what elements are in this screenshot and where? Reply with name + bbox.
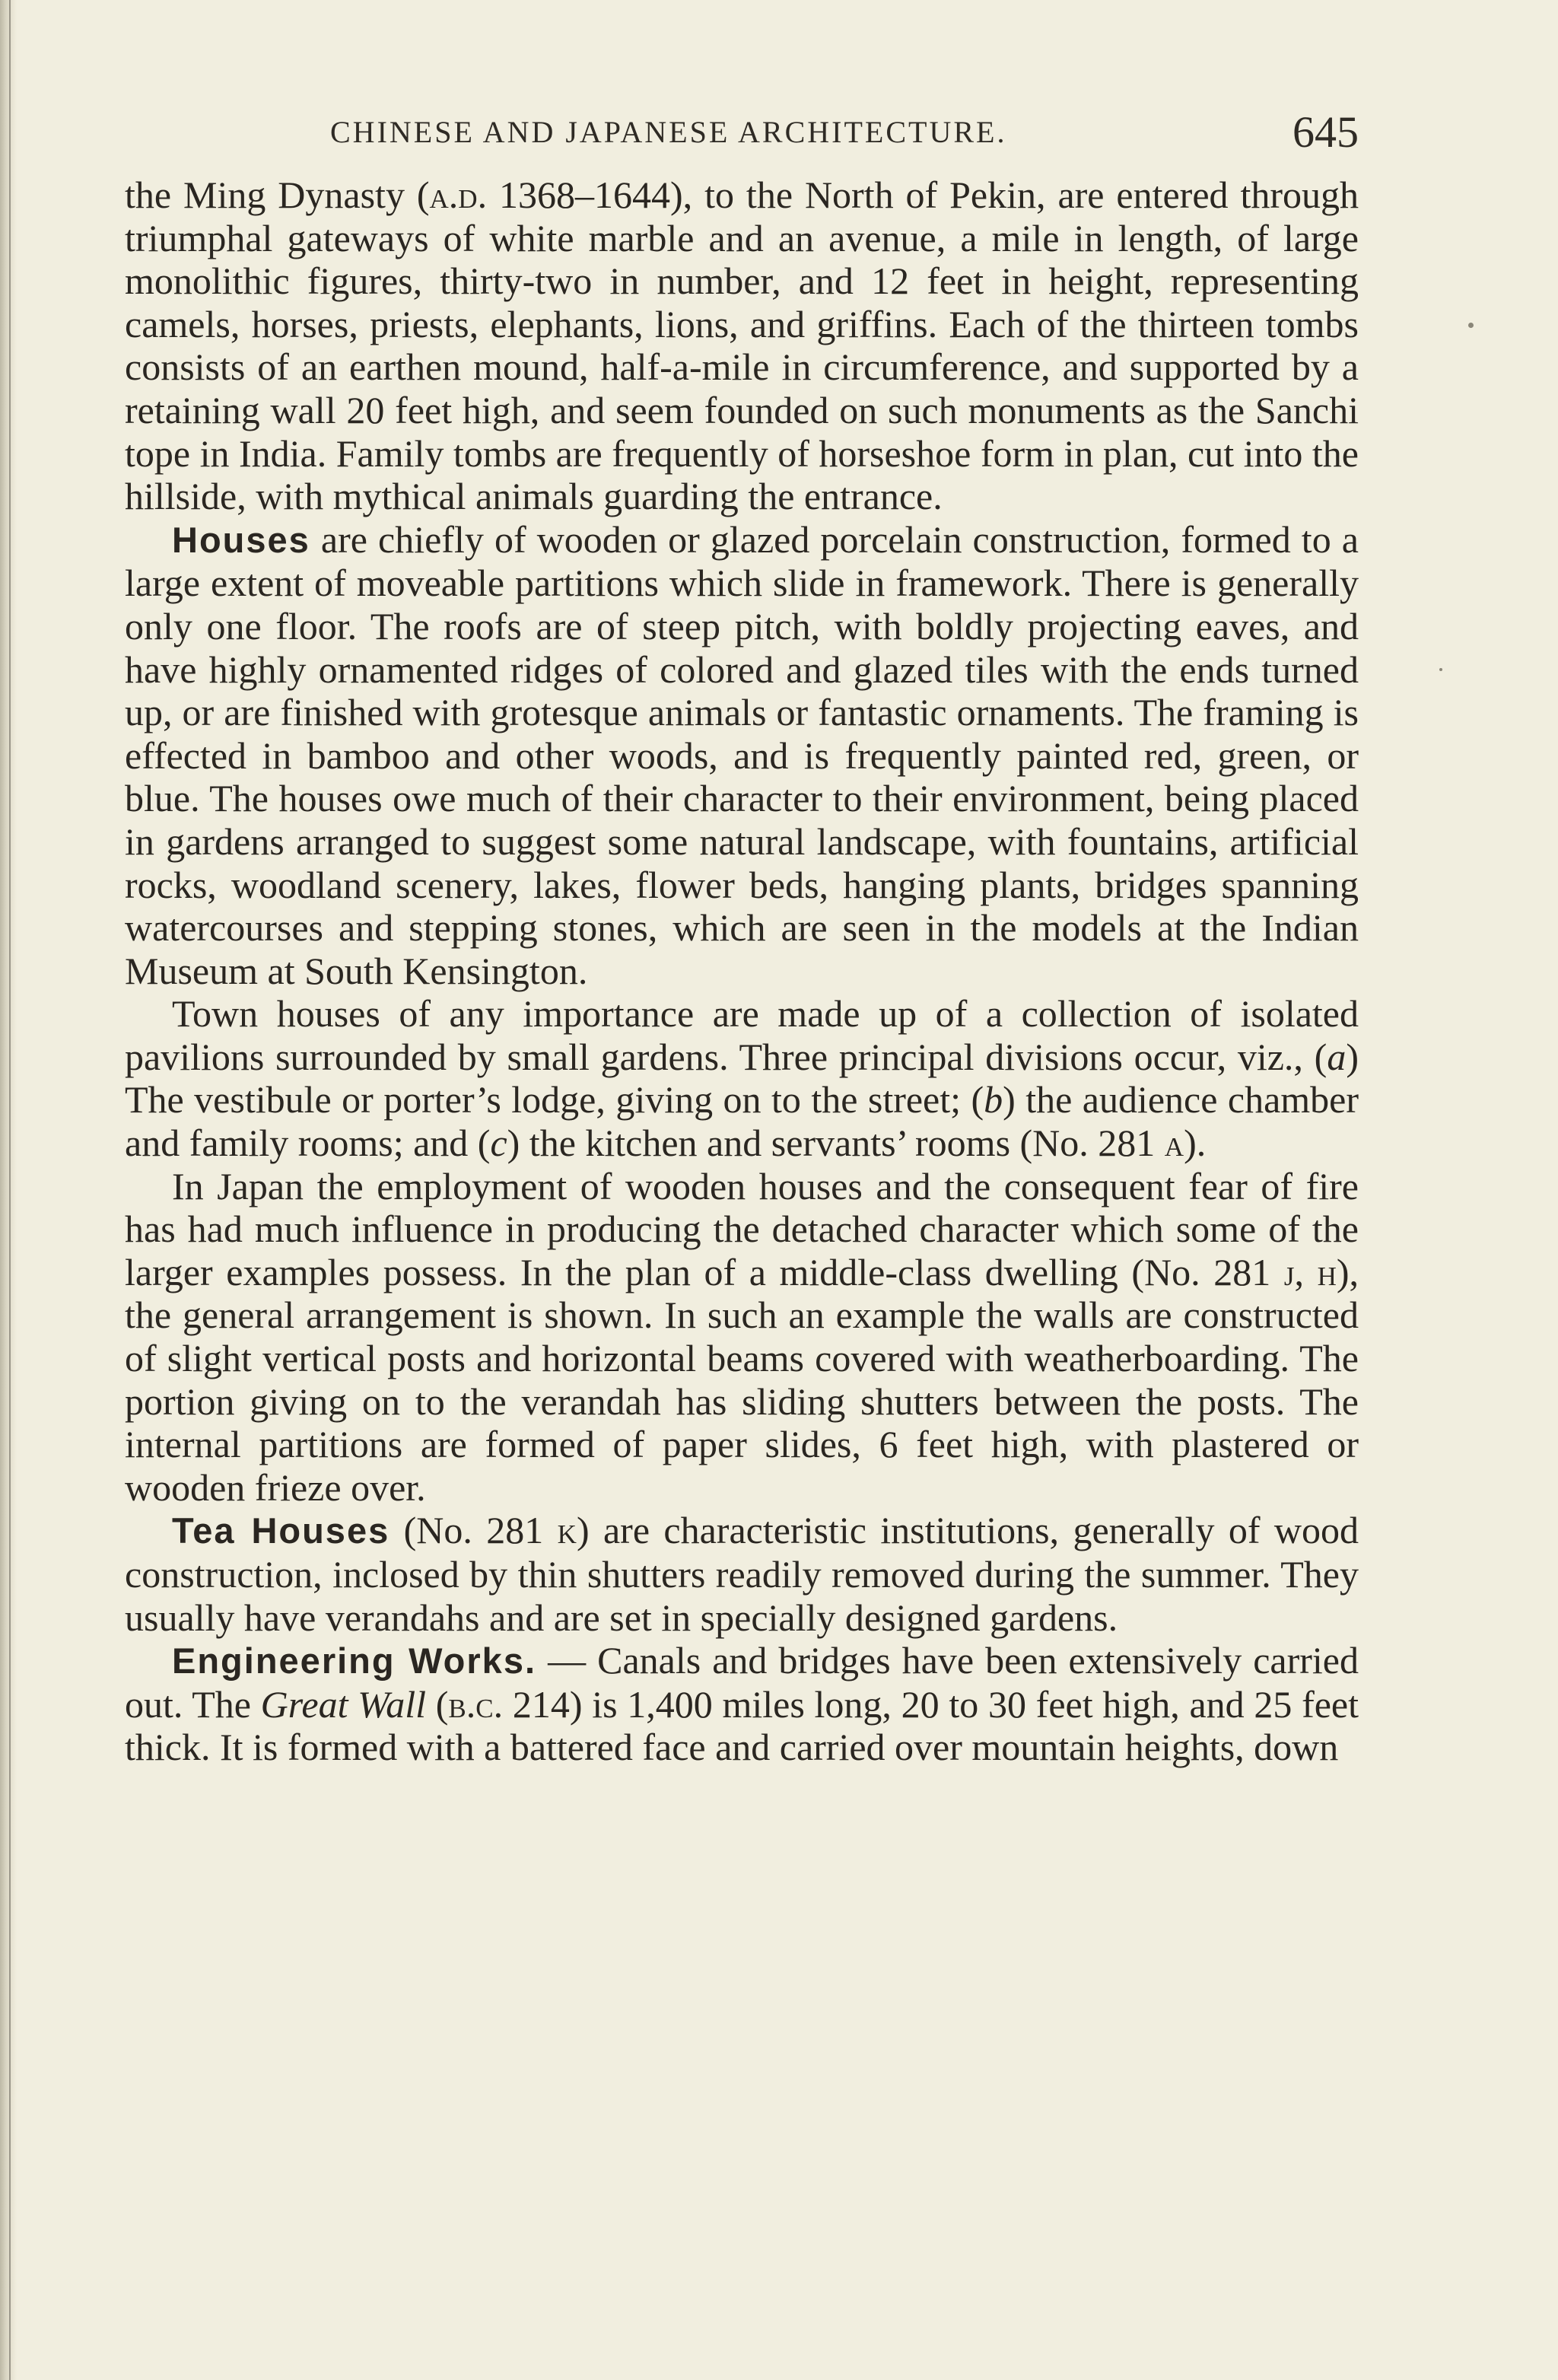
- section-heading-tea-houses: Tea Houses: [172, 1510, 390, 1551]
- text-run: ) The vestibule or porter’s lodge, giving on to the street; (: [125, 1035, 1359, 1122]
- text-run: — Canals and bridges have been extensively carried out. The: [125, 1639, 1359, 1726]
- text-run: ) the audience chamber and family rooms; and (: [125, 1078, 1359, 1165]
- text-run: ) the kitchen and servants’ rooms (No. 281: [507, 1122, 1165, 1165]
- running-head: [125, 107, 1359, 167]
- text-run: ) are characteristic institutions, generally of wood construction, inclosed by thin shutters readily removed during the summer. They usually have verandahs and are set in specially designed gardens.: [125, 1509, 1359, 1639]
- text-run: 214) is 1,400 miles long, 20 to 30 feet high, and 25 feet thick. It is formed with a battered face and carried over mountain heights, down: [125, 1682, 1359, 1769]
- small-caps-run: k: [557, 1509, 577, 1552]
- italic-run: c: [490, 1122, 507, 1165]
- paragraph-tea-houses: [125, 1509, 1359, 1639]
- paper-speck: [1468, 323, 1474, 328]
- page-number: 645: [1293, 107, 1359, 157]
- paragraph-town-houses: [125, 992, 1359, 1164]
- text-run: In Japan the employment of wooden houses and the consequent fear of fire has had much influence in producing the detached character which some of the larger examples possess. In the plan of a middle-class dwelling (No. 281: [125, 1164, 1359, 1293]
- small-caps-run: a: [1164, 1122, 1184, 1165]
- text-run: (: [426, 1682, 449, 1726]
- italic-run: Great Wall: [260, 1682, 427, 1726]
- section-heading-houses: Houses: [172, 519, 310, 560]
- book-page: [125, 107, 1359, 1769]
- page-gutter-line: [9, 0, 11, 2380]
- text-run: Town houses of any importance are made up of a collection of isolated pavilions surrounded by small gardens. Three principal divisions occur, viz., (: [125, 992, 1359, 1078]
- text-run: the Ming Dynasty (: [125, 173, 430, 216]
- paragraph-engineering-works: [125, 1639, 1359, 1769]
- paper-speck: [1439, 668, 1442, 671]
- small-caps-run: j, h: [1283, 1250, 1337, 1293]
- section-heading-engineering-works: Engineering Works.: [172, 1640, 537, 1682]
- text-run: are chiefly of wooden or glazed porcelain construction, formed to a large extent of moveable partitions which slide in framework. There is generally only one floor. The roofs are of steep pitch, with boldly projecting eaves, and have highly ornamented ridges of colored and glazed tiles with the ends turned up, or are finished with grotesque animals or fantastic ornaments. The framing is effected in bamboo and other woods, and is frequently painted red, green, or blue. The houses owe much of their character to their environment, being placed in gardens arranged to suggest some natural landscape, with fountains, artificial rocks, woodland scenery, lakes, flower beds, hanging plants, bridges spanning watercourses and stepping stones, which are seen in the models at the Indian Museum at South Kensington.: [125, 517, 1359, 992]
- text-run: 1368–1644), to the North of Pekin, are entered through triumphal gateways of white marble and an avenue, a mile in length, of large monolithic figures, thirty-two in number, and 12 feet in height, representing camels, horses, priests, elephants, lions, and griffins. Each of the thirteen tombs consists of an earthen mound, half-a-mile in circumference, and supported by a retaining wall 20 feet high, and seem founded on such monuments as the Sanchi tope in India. Family tombs are frequently of horseshoe form in plan, cut into the hillside, with mythical animals guarding the entrance.: [125, 173, 1359, 518]
- paragraph-houses: [125, 518, 1359, 993]
- page-spine-shadow: [0, 0, 17, 2380]
- italic-run: a: [1327, 1035, 1347, 1078]
- running-head-title: CHINESE AND JAPANESE ARCHITECTURE.: [330, 115, 1007, 149]
- small-caps-run: b.c.: [448, 1682, 504, 1726]
- paragraph-ming-tombs: [125, 173, 1359, 518]
- small-caps-run: a.d.: [429, 173, 488, 216]
- text-run: (No. 281: [390, 1509, 558, 1552]
- text-run: ).: [1184, 1122, 1207, 1165]
- text-run: ), the general arrangement is shown. In such an example the walls are constructed of slight vertical posts and horizontal beams covered with weatherboarding. The portion giving on to the verandah has sliding shutters between the posts. The internal partitions are formed of paper slides, 6 feet high, with plastered or wooden frieze over.: [125, 1250, 1359, 1509]
- paragraph-japan-houses: [125, 1165, 1359, 1510]
- italic-run: b: [984, 1078, 1003, 1122]
- body-text: [125, 173, 1359, 1769]
